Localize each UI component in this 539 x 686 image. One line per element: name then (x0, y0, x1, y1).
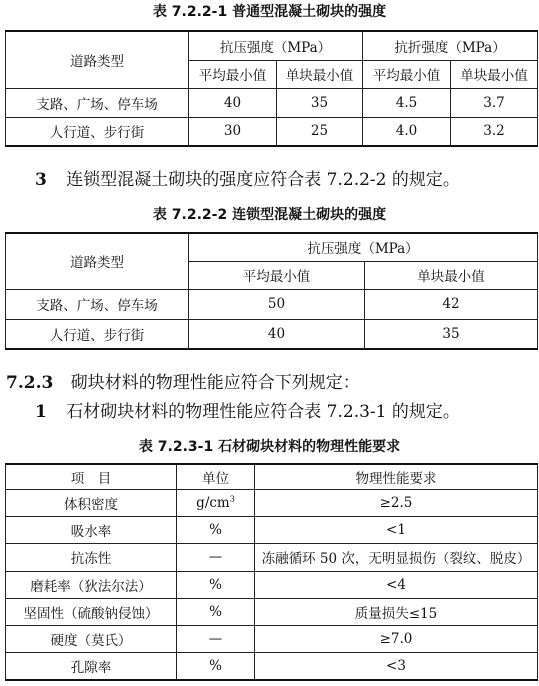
header-compressive-single-min: 单块最小值 (277, 60, 363, 88)
header-road-type: 道路类型 (6, 31, 189, 88)
cell-requirement: <3 (255, 652, 538, 680)
header-compressive-strength: 抗压强度（MPa） (189, 31, 363, 60)
cell-requirement: 冻融循环 50 次，无明显损伤（裂纹、脱皮） (255, 543, 538, 571)
cell-unit: — (177, 625, 255, 652)
cell-item: 抗冻性 (6, 543, 177, 571)
cell-compressive-avg: 40 (189, 88, 277, 117)
cell-compressive-avg: 50 (189, 289, 365, 319)
cell-road-type: 支路、广场、停车场 (6, 289, 189, 319)
cell-compressive-avg: 40 (189, 319, 365, 349)
cell-requirement: <4 (255, 571, 538, 598)
cell-unit: % (177, 571, 255, 598)
table-1-strength-ordinary (5, 30, 538, 147)
header-flexural-avg-min: 平均最小值 (363, 60, 451, 88)
cell-road-type: 人行道、步行街 (6, 319, 189, 349)
table-row (6, 489, 538, 516)
table-row (6, 516, 538, 543)
cell-requirement: ≥7.0 (255, 625, 538, 652)
section-7-2-3 (6, 372, 360, 394)
header-road-type: 道路类型 (6, 233, 189, 289)
table-3-caption: 表 7.2.3-1 石材砌块材料的物理性能要求 (138, 439, 401, 455)
cell-unit: % (177, 516, 255, 543)
table-1-caption: 表 7.2.2-1 普通型混凝土砌块的强度 (152, 4, 387, 20)
cell-flexural-single: 3.7 (451, 88, 538, 117)
table-row (6, 571, 538, 598)
table-3-physical-properties (5, 463, 538, 681)
cell-item: 体积密度 (6, 489, 177, 516)
paragraph-text: 连锁型混凝土砌块的强度应符合表 7.2.2-2 的规定。 (66, 170, 460, 190)
table-2-caption: 表 7.2.2-2 连锁型混凝土砌块的强度 (152, 207, 387, 223)
table-row (6, 598, 538, 625)
table-2-strength-interlocking (5, 232, 538, 350)
header-unit: 单位 (177, 464, 255, 489)
cell-unit: % (177, 652, 255, 680)
cell-compressive-single: 35 (277, 88, 363, 117)
section-text: 砌块材料的物理性能应符合下列规定： (70, 373, 360, 393)
table-row (6, 543, 538, 571)
cell-unit: — (177, 543, 255, 571)
header-item: 项 目 (6, 464, 177, 489)
cell-unit: % (177, 598, 255, 625)
section-number: 7.2.3 (6, 373, 54, 393)
cell-flexural-avg: 4.5 (363, 88, 451, 117)
cell-unit: $g/cm^3$ (177, 489, 255, 516)
cell-compressive-single: 35 (365, 319, 538, 349)
cell-item: 吸水率 (6, 516, 177, 543)
paragraph-3 (35, 169, 460, 191)
cell-flexural-single: 3.2 (451, 117, 538, 146)
header-flexural-single-min: 单块最小值 (451, 60, 538, 88)
header-compressive-strength: 抗压强度（MPa） (189, 233, 538, 261)
cell-requirement: <1 (255, 516, 538, 543)
header-compressive-single-min: 单块最小值 (365, 261, 538, 289)
table-row (6, 625, 538, 652)
cell-compressive-single: 42 (365, 289, 538, 319)
cell-road-type: 人行道、步行街 (6, 117, 189, 146)
header-flexural-strength: 抗折强度（MPa） (363, 31, 538, 60)
table-row (6, 117, 538, 146)
cell-item: 磨耗率（狄法尔法） (6, 571, 177, 598)
table-row (6, 652, 538, 680)
paragraph-1 (35, 401, 460, 423)
cell-requirement: ≥2.5 (255, 489, 538, 516)
paragraph-text: 石材砌块材料的物理性能应符合表 7.2.3-1 的规定。 (66, 402, 460, 422)
table-row (6, 88, 538, 117)
cell-road-type: 支路、广场、停车场 (6, 88, 189, 117)
cell-compressive-avg: 30 (189, 117, 277, 146)
table-row (6, 289, 538, 319)
paragraph-number: 1 (35, 402, 47, 422)
cell-flexural-avg: 4.0 (363, 117, 451, 146)
cell-item: 坚固性（硫酸钠侵蚀） (6, 598, 177, 625)
header-compressive-avg-min: 平均最小值 (189, 60, 277, 88)
header-compressive-avg-min: 平均最小值 (189, 261, 365, 289)
paragraph-number: 3 (35, 170, 47, 190)
cell-requirement: 质量损失≤15 (255, 598, 538, 625)
cell-compressive-single: 25 (277, 117, 363, 146)
header-requirement: 物理性能要求 (255, 464, 538, 489)
cell-item: 孔隙率 (6, 652, 177, 680)
cell-item: 硬度（莫氏） (6, 625, 177, 652)
table-row (6, 319, 538, 349)
